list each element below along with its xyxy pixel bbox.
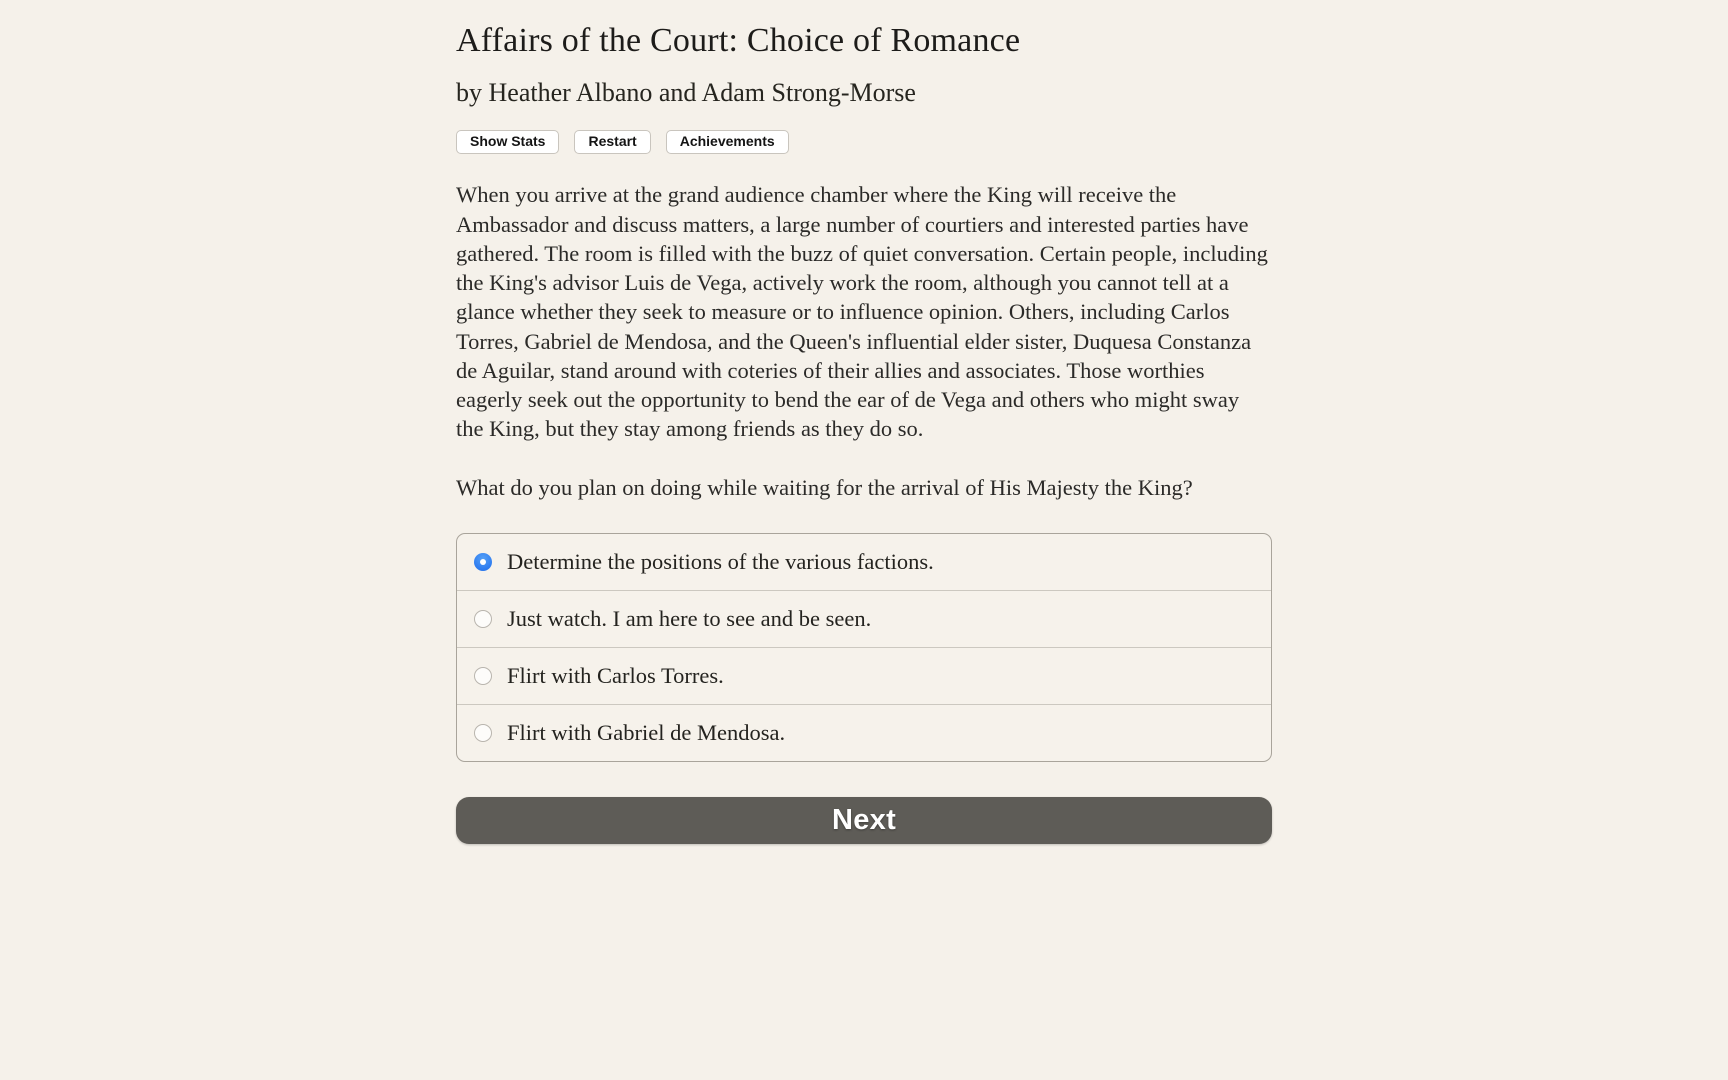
story-question: What do you plan on doing while waiting for the arrival of His Majesty the King? (456, 474, 1193, 500)
toolbar (456, 130, 1272, 154)
story-content (456, 0, 1272, 844)
radio-unselected-icon[interactable] (474, 610, 492, 628)
page-title: Affairs of the Court: Choice of Romance (456, 22, 1021, 59)
story-paragraph: When you arrive at the grand audience chamber where the King will receive the Ambassador and discuss matters, a large number of courtiers and interested parties have gathered. The room is filled with the buzz of quiet conversation. Certain people, including the King's advisor Luis de Vega, actively work the room, although you cannot tell at a glance whether they seek to measure or to influence opinion. Others, including Carlos Torres, Gabriel de Mendosa, and the Queen's influential elder sister, Duquesa Constanza de Aguilar, stand around with coteries of their allies and associates. Those worthies eagerly seek out the opportunity to bend the ear of de Vega and others who might sway the King, but they stay among friends as they do so. (456, 182, 1268, 442)
author-byline: by Heather Albano and Adam Strong-Morse (456, 78, 916, 107)
choice-option-label: Flirt with Gabriel de Mendosa. (507, 719, 786, 745)
next-button[interactable]: Next (456, 797, 1272, 844)
choice-options-group (456, 533, 1272, 762)
choice-option-label: Determine the positions of the various factions. (507, 548, 934, 574)
choice-option-label: Just watch. I am here to see and be seen. (507, 605, 872, 631)
radio-dot (480, 559, 486, 565)
choice-option-label: Flirt with Carlos Torres. (507, 662, 724, 688)
radio-unselected-icon[interactable] (474, 667, 492, 685)
choice-option-3[interactable] (457, 647, 1271, 704)
achievements-button[interactable]: Achievements (666, 130, 789, 154)
radio-unselected-icon[interactable] (474, 724, 492, 742)
choice-option-1[interactable] (457, 534, 1271, 590)
choice-option-4[interactable] (457, 704, 1271, 761)
restart-button[interactable]: Restart (574, 130, 650, 154)
choice-option-2[interactable] (457, 590, 1271, 647)
show-stats-button[interactable]: Show Stats (456, 130, 559, 154)
radio-selected-icon[interactable] (474, 553, 492, 571)
